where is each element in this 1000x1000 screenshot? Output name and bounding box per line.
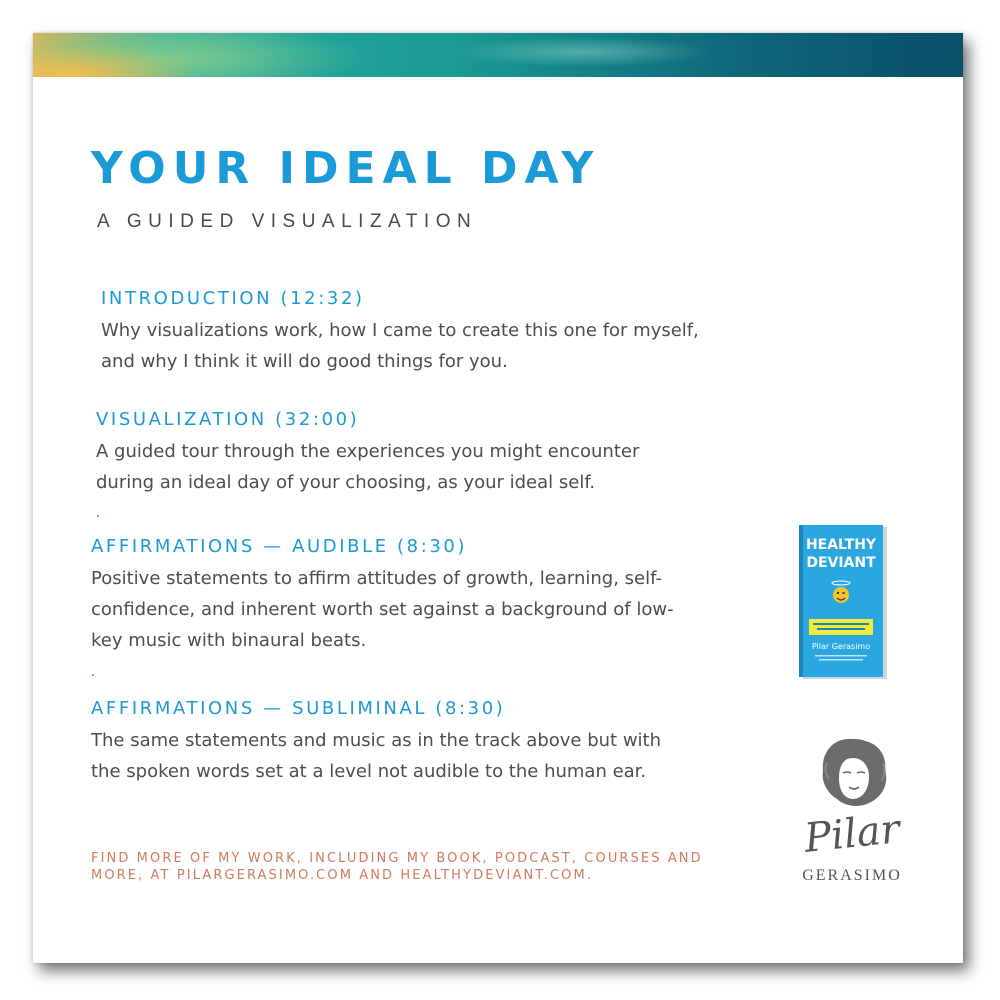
- book-author: Pilar Gerasimo: [811, 642, 871, 651]
- section-body: Why visualizations work, how I came to create this one for myself, and why I think it will do good things for you.: [101, 320, 699, 372]
- visualization-card: [33, 33, 963, 963]
- footer-note: FIND MORE OF MY WORK, INCLUDING MY BOOK, PODCAST, COURSES AND MORE, AT PILARGERASIMO.COM AND HEALTHYDEVIANT.COM.: [91, 851, 703, 883]
- section-body: The same statements and music as in the track above but with the spoken words set at a level not audible to the human ear.: [91, 730, 662, 782]
- section-introduction: [101, 288, 701, 377]
- portrait-logo: [813, 733, 893, 813]
- section-body: Positive statements to affirm attitudes of growth, learning, self-confidence, and inherent worth set against a background of low-key music with binaural beats.: [91, 568, 674, 651]
- section-affirmations-audible: [91, 536, 691, 656]
- signature-surname: GERASIMO: [802, 867, 902, 884]
- section-heading: AFFIRMATIONS — SUBLIMINAL (8:30): [91, 698, 506, 719]
- page-subtitle: A GUIDED VISUALIZATION: [97, 211, 478, 232]
- signature-name: Pilar: [802, 806, 902, 862]
- section-visualization: [96, 409, 701, 498]
- header-banner: [33, 33, 963, 77]
- section-heading: AFFIRMATIONS — AUDIBLE (8:30): [91, 536, 468, 557]
- book-title-line1: HEALTHY: [805, 537, 877, 553]
- section-heading: VISUALIZATION (32:00): [96, 409, 360, 430]
- separator-dot: [97, 515, 99, 517]
- section-heading: INTRODUCTION (12:32): [101, 288, 365, 309]
- book-title-line2: DEVIANT: [806, 555, 876, 571]
- separator-dot: [92, 674, 94, 676]
- section-affirmations-subliminal: [91, 698, 661, 787]
- section-body: A guided tour through the experiences you might encounter during an ideal day of your choosing, as your ideal self.: [96, 441, 640, 493]
- book-cover-image: [795, 523, 891, 681]
- page-title: YOUR IDEAL DAY: [91, 143, 601, 194]
